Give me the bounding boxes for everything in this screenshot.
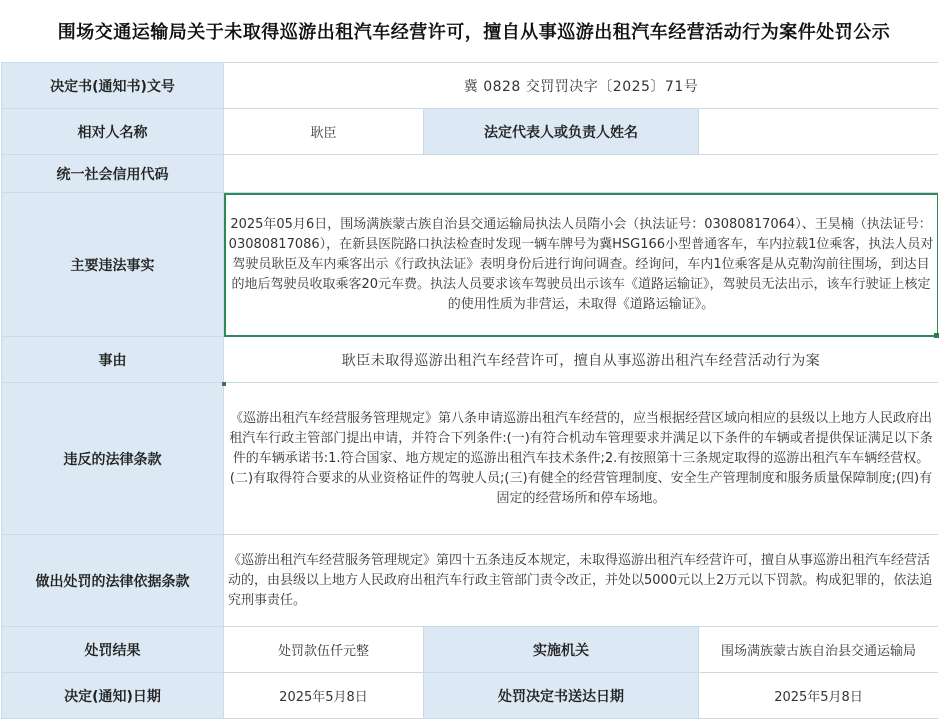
legal-rep-value[interactable] — [699, 109, 939, 155]
party-label: 相对人名称 — [2, 109, 224, 155]
penalty-basis-label: 做出处罚的法律依据条款 — [2, 535, 224, 627]
violated-law-label: 违反的法律条款 — [2, 383, 224, 535]
decision-date-label: 决定(通知)日期 — [2, 673, 224, 719]
violated-law-value[interactable]: 《巡游出租汽车经营服务管理规定》第八条申请巡游出租汽车经营的，应当根据经营区域向相应的县级以上地方人民政府出租汽车行政主管部门提出申请，并符合下列条件:(一)有符合机动车管理要求并满足以下条件的车辆或者提供保证满足以下条件的车辆承诺书:1.符合国家、地方规定的巡游出租汽车技术条件;2.有按照第十三条规定取得的巡游出租汽车车辆经营权。(二)有取得符合要求的从业资格证件的驾驶人员;(三)有健全的经营管理制度、安全生产管理制度和服务质量保障制度;(四)有固定的经营场所和停车场地。 — [224, 383, 939, 535]
facts-label: 主要违法事实 — [2, 193, 224, 337]
cause-label: 事由 — [2, 337, 224, 383]
row-credit-code — [2, 155, 939, 193]
party-value[interactable]: 耿臣 — [224, 109, 424, 155]
result-value[interactable]: 处罚款伍仟元整 — [224, 627, 424, 673]
row-violated-law — [2, 383, 939, 535]
facts-value[interactable]: 2025年05月6日，围场满族蒙古族自治县交通运输局执法人员隋小会（执法证号：03080817064）、王昊楠（执法证号：03080817086），在新县医院路口执法检查时发现一辆车牌号为冀HSG166小型普通客车，车内拉载1位乘客，执法人员对驾驶员耿臣及车内乘客出示《行政执法证》表明身份后进行询问调查。经询问，车内1位乘客是从克勒沟前往围场，到达目的地后驾驶员收取乘客20元车费。执法人员要求该车驾驶员出示该车《道路运输证》，驾驶员无法出示，该车行驶证上核定的使用性质为非营运，未取得《道路运输证》。 — [224, 193, 939, 337]
decision-date-value[interactable]: 2025年5月8日 — [224, 673, 424, 719]
sheet-right-edge — [938, 62, 948, 726]
result-label: 处罚结果 — [2, 627, 224, 673]
row-facts — [2, 193, 939, 337]
row-penalty-basis — [2, 535, 939, 627]
row-cause — [2, 337, 939, 383]
doc-no-label: 决定书(通知书)文号 — [2, 63, 224, 109]
row-result — [2, 627, 939, 673]
legal-rep-label: 法定代表人或负责人姓名 — [424, 109, 699, 155]
credit-code-label: 统一社会信用代码 — [2, 155, 224, 193]
penalty-basis-value[interactable]: 《巡游出租汽车经营服务管理规定》第四十五条违反本规定，未取得巡游出租汽车经营许可，擅自从事巡游出租汽车经营活动的，由县级以上地方人民政府出租汽车行政主管部门责令改正，并处以5000元以上2万元以下罚款。构成犯罪的，依法追究刑事责任。 — [224, 535, 939, 627]
page-title: 围场交通运输局关于未取得巡游出租汽车经营许可，擅自从事巡游出租汽车经营活动行为案件处罚公示 — [57, 22, 891, 43]
row-doc-no — [2, 63, 939, 109]
doc-no-value[interactable]: 冀 0828 交罚罚决字〔2025〕71号 — [224, 63, 939, 109]
row-party — [2, 109, 939, 155]
authority-value[interactable]: 围场满族蒙古族自治县交通运输局 — [699, 627, 939, 673]
delivery-date-value[interactable]: 2025年5月8日 — [699, 673, 939, 719]
delivery-date-label: 处罚决定书送达日期 — [424, 673, 699, 719]
authority-label: 实施机关 — [424, 627, 699, 673]
row-dates — [2, 673, 939, 719]
credit-code-value[interactable] — [224, 155, 939, 193]
penalty-table — [1, 62, 939, 719]
cause-value[interactable]: 耿臣未取得巡游出租汽车经营许可，擅自从事巡游出租汽车经营活动行为案 — [224, 337, 939, 383]
selection-fill-handle[interactable] — [934, 333, 939, 338]
cell-corner-marker — [222, 382, 226, 386]
